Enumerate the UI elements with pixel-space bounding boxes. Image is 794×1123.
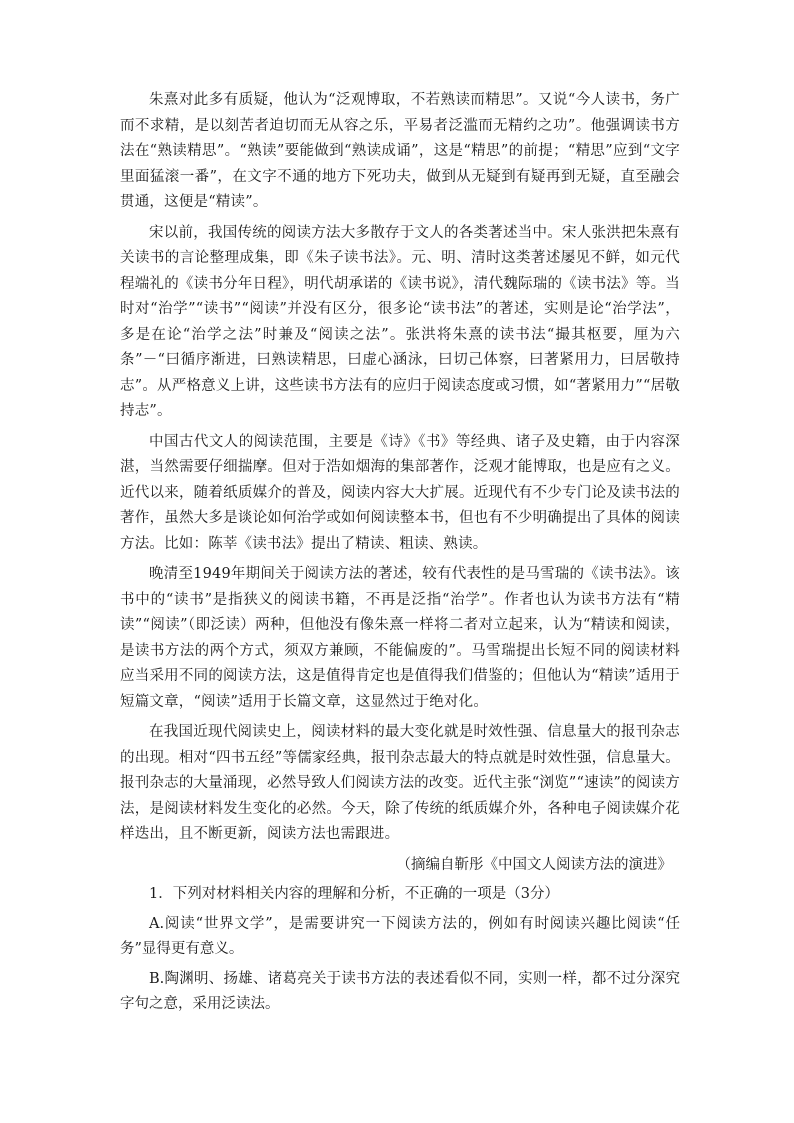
document-page — [120, 88, 680, 1022]
source-citation: （摘编自靳彤《中国文人阅读方法的演进》 — [396, 856, 672, 873]
option-b: B.陶渊明、扬雄、诸葛亮关于读书方法的表述看似不同，实则一样，都不过分深究字句之意，采用泛读法。 — [120, 970, 680, 1012]
paragraph-3: 中国古代文人的阅读范围，主要是《诗》《书》等经典、诸子及史籍，由于内容深湛，当然需要仔细揣摩。但对于浩如烟海的集部著作，泛观才能博取，也是应有之义。近代以来，随着纸质媒介的普及，阅读内容大大扩展。近现代有不少专门论及读书法的著作，虽然大多是谈论如何治学或如何阅读整本书，但也有不少明确提出了具体的阅读方法。比如：陈莘《读书法》提出了精读、粗读、熟读。 — [120, 433, 680, 552]
question-stem: 1．下列对材料相关内容的理解和分析，不正确的一项是（3分） — [149, 886, 559, 902]
paragraph-5: 在我国近现代阅读史上，阅读材料的最大变化就是时效性强、信息量大的报刊杂志的出现。相对“四书五经”等儒家经典，报刊杂志最大的特点就是时效性强，信息量大。报刊杂志的大量涌现，必然导致人们阅读方法的改变。近代主张“浏览”“速读”的阅读方法，是阅读材料发生变化的必然。今天，除了传统的纸质媒介外，各种电子阅读媒介花样迭出，且不断更新，阅读方法也需跟进。 — [120, 724, 680, 842]
paragraph-2: 宋以前，我国传统的阅读方法大多散存于文人的各类著述当中。宋人张洪把朱熹有关读书的言论整理成集，即《朱子读书法》。元、明、清时这类著述屡见不鲜，如元代程端礼的《读书分年日程》，明代胡承诺的《读书说》，清代魏际瑞的《读书法》等。当时对“治学”“读书”“阅读”并没有区分，很多论“读书法”的著述，实则是论“治学法”，多是在论“治学之法”时兼及“阅读之法”。张洪将朱熹的读书法“撮其枢要，厘为六条”－“曰循序渐进，曰熟读精思，曰虚心涵泳，曰切己体察，曰著紧用力，曰居敬持志”。从严格意义上讲，这些读书方法有的应归于阅读态度或习惯，如“著紧用力”“居敬持志”。 — [120, 224, 680, 419]
option-a: A.阅读“世界文学”，是需要讲究一下阅读方法的，例如有时阅读兴趣比阅读“任务”显得更有意义。 — [120, 915, 680, 957]
paragraph-4: 晚清至1949年期间关于阅读方法的著述，较有代表性的是马雪瑞的《读书法》。该书中的“读书”是指狭义的阅读书籍，不再是泛指“治学”。作者也认为读书方法有“精读”“阅读”（即泛读）两种，但他没有像朱熹一样将二者对立起来，认为“精读和阅读，是读书方法的两个方式，须双方兼顾，不能偏废的”。马雪瑞提出长短不同的阅读材料应当采用不同的阅读方法，这是值得肯定也是值得我们借鉴的；但他认为“精读”适用于短篇文章，“阅读”适用于长篇文章，这显然过于绝对化。 — [120, 566, 680, 710]
paragraph-1: 朱熹对此多有质疑，他认为“泛观博取，不若熟读而精思”。又说“今人读书，务广而不求精，是以刻苦者迫切而无从容之乐，平易者泛滥而无精约之功”。他强调读书方法在“熟读精思”。“熟读”要能做到“熟读成诵”，这是“精思”的前提；“精思”应到“文字里面猛滚一番”，在文字不通的地方下死功夫，做到从无疑到有疑再到无疑，直至融会贯通，这便是“精读”。 — [120, 92, 680, 210]
